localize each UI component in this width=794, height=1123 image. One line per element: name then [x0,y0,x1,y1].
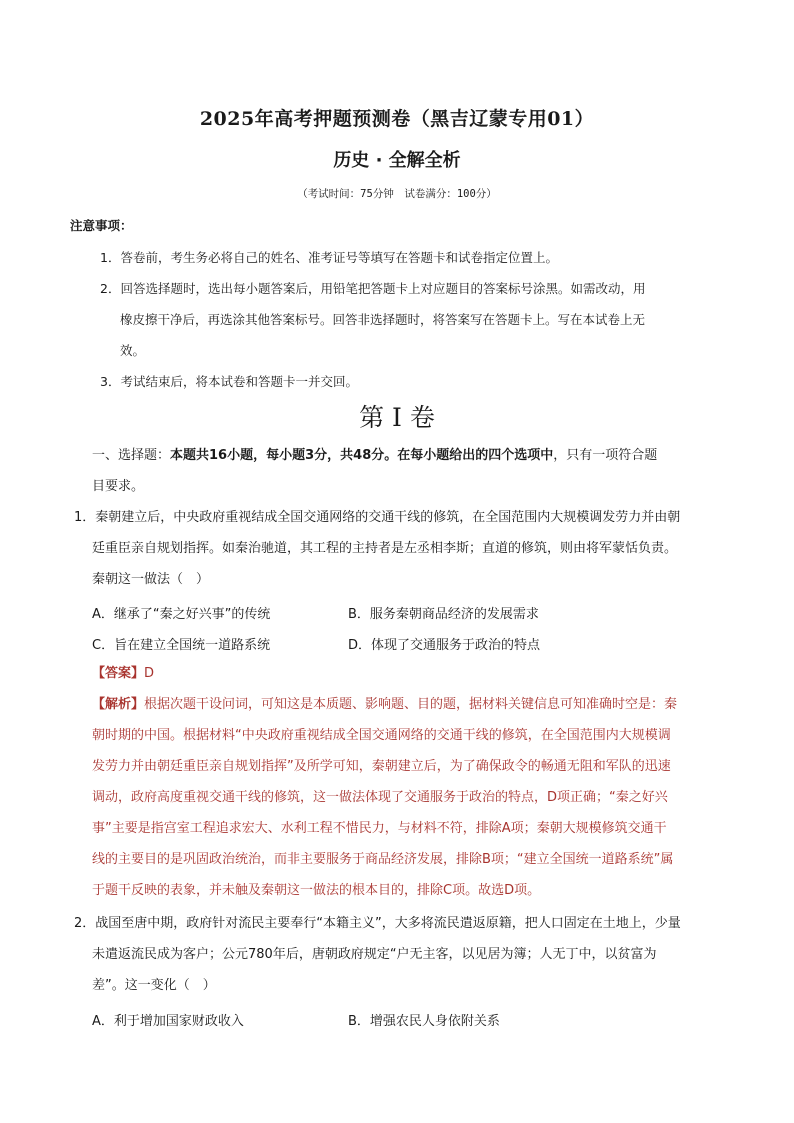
section-emphasis: 四个选项中 [488,448,554,463]
section-instruction-line2: 目要求。 [92,479,145,494]
q1-analysis-line4: 调动，政府高度重视交通干线的修筑，这一做法体现了交通服务于政治的特点，D项正确；“秦之好兴 [92,790,668,805]
q2-stem-line2: 未遣返流民成为客户；公元780年后，唐朝政府规定“户无主客，以见居为簿；人无丁中，以贫富为 [92,947,657,962]
q2-option-b: B．增强农民人身依附关系 [348,1014,500,1029]
q1-option-b: B．服务秦朝商品经济的发展需求 [348,607,539,622]
q2-stem-line3: 差”。这一变化（ ） [92,978,216,993]
section-instruction [92,440,657,471]
q1-stem-line2: 廷重臣亲自规划指挥。如秦治驰道，其工程的主持者是左丞相李斯；直道的修筑，则由将军蒙恬负责。 [92,541,678,556]
section-rest: 本题共16小题，每小题3分，共48分。在每小题给出的 [170,448,489,463]
q1-analysis-line6: 线的主要目的是巩固政治统治，而非主要服务于商品经济发展，排除B项；“建立全国统一道路系统”属 [92,852,674,867]
q1-answer [92,658,154,689]
page-title: 2025年高考押题预测卷（黑吉辽蒙专用01） [199,108,595,130]
q1-analysis-line7: 于题干反映的表象，并未触及秦朝这一做法的根本目的，排除C项。故选D项。 [92,883,541,898]
q1-stem-line1: 1．秦朝建立后，中央政府重视结成全国交通网络的交通干线的修筑，在全国范围内大规模调发劳力并由朝 [74,510,681,525]
q1-option-d: D．体现了交通服务于政治的特点 [348,638,541,653]
notice-item-1: 1．答卷前，考生务必将自己的姓名、准考证号等填写在答题卡和试卷指定位置上。 [100,250,558,265]
q1-analysis-line2: 朝时期的中国。根据材料“中央政府重视结成全国交通网络的交通干线的修筑，在全国范围内大规模调 [92,728,671,743]
volume-title: 第 I 卷 [359,403,435,432]
q2-stem-line1: 2．战国至唐中期，政府针对流民主要奉行“本籍主义”，大多将流民遣返原籍，把人口固定在土地上，少量 [74,916,681,931]
q2-option-a: A．利于增加国家财政收入 [92,1014,244,1029]
section-end: ，只有一项符合题 [553,448,658,463]
analysis-tag: 【解析】 [92,697,145,712]
notice-item-3: 3．考试结束后，将本试卷和答题卡一并交回。 [100,374,358,389]
exam-info: （考试时间：75分钟 试卷满分：100分） [297,188,497,200]
notice-item-2-cont: 橡皮擦干净后，再选涂其他答案标号。回答非选择题时，将答案写在答题卡上。写在本试卷上无 [120,312,646,327]
notice-item-2-cont2: 效。 [120,343,146,358]
q1-analysis-line3: 发劳力并由朝廷重臣亲自规划指挥”及所学可知，秦朝建立后，为了确保政令的畅通无阻和军队的迅速 [92,759,671,774]
analysis-text: 根据次题干设问词，可知这是本质题、影响题、目的题，据材料关键信息可知准确时空是：秦 [144,697,678,712]
q1-option-c: C．旨在建立全国统一道路系统 [92,638,271,653]
q1-stem-line3: 秦朝这一做法（ ） [92,572,210,587]
q1-option-a: A．继承了“秦之好兴事”的传统 [92,607,271,622]
q1-analysis-line1 [92,689,677,720]
notice-item-2: 2．回答选择题时，选出每小题答案后，用铅笔把答题卡上对应题目的答案标号涂黑。如需改动，用 [100,281,646,296]
answer-tag: 【答案】 [92,666,145,681]
answer-value: D [144,666,155,681]
page-subtitle: 历史 · 全解全析 [333,150,461,171]
notice-heading: 注意事项： [70,218,133,233]
section-prefix: 一、选择题： [92,448,171,463]
q1-analysis-line5: 事”主要是指宫室工程追求宏大、水利工程不惜民力，与材料不符，排除A项；秦朝大规模修筑交通干 [92,821,667,836]
